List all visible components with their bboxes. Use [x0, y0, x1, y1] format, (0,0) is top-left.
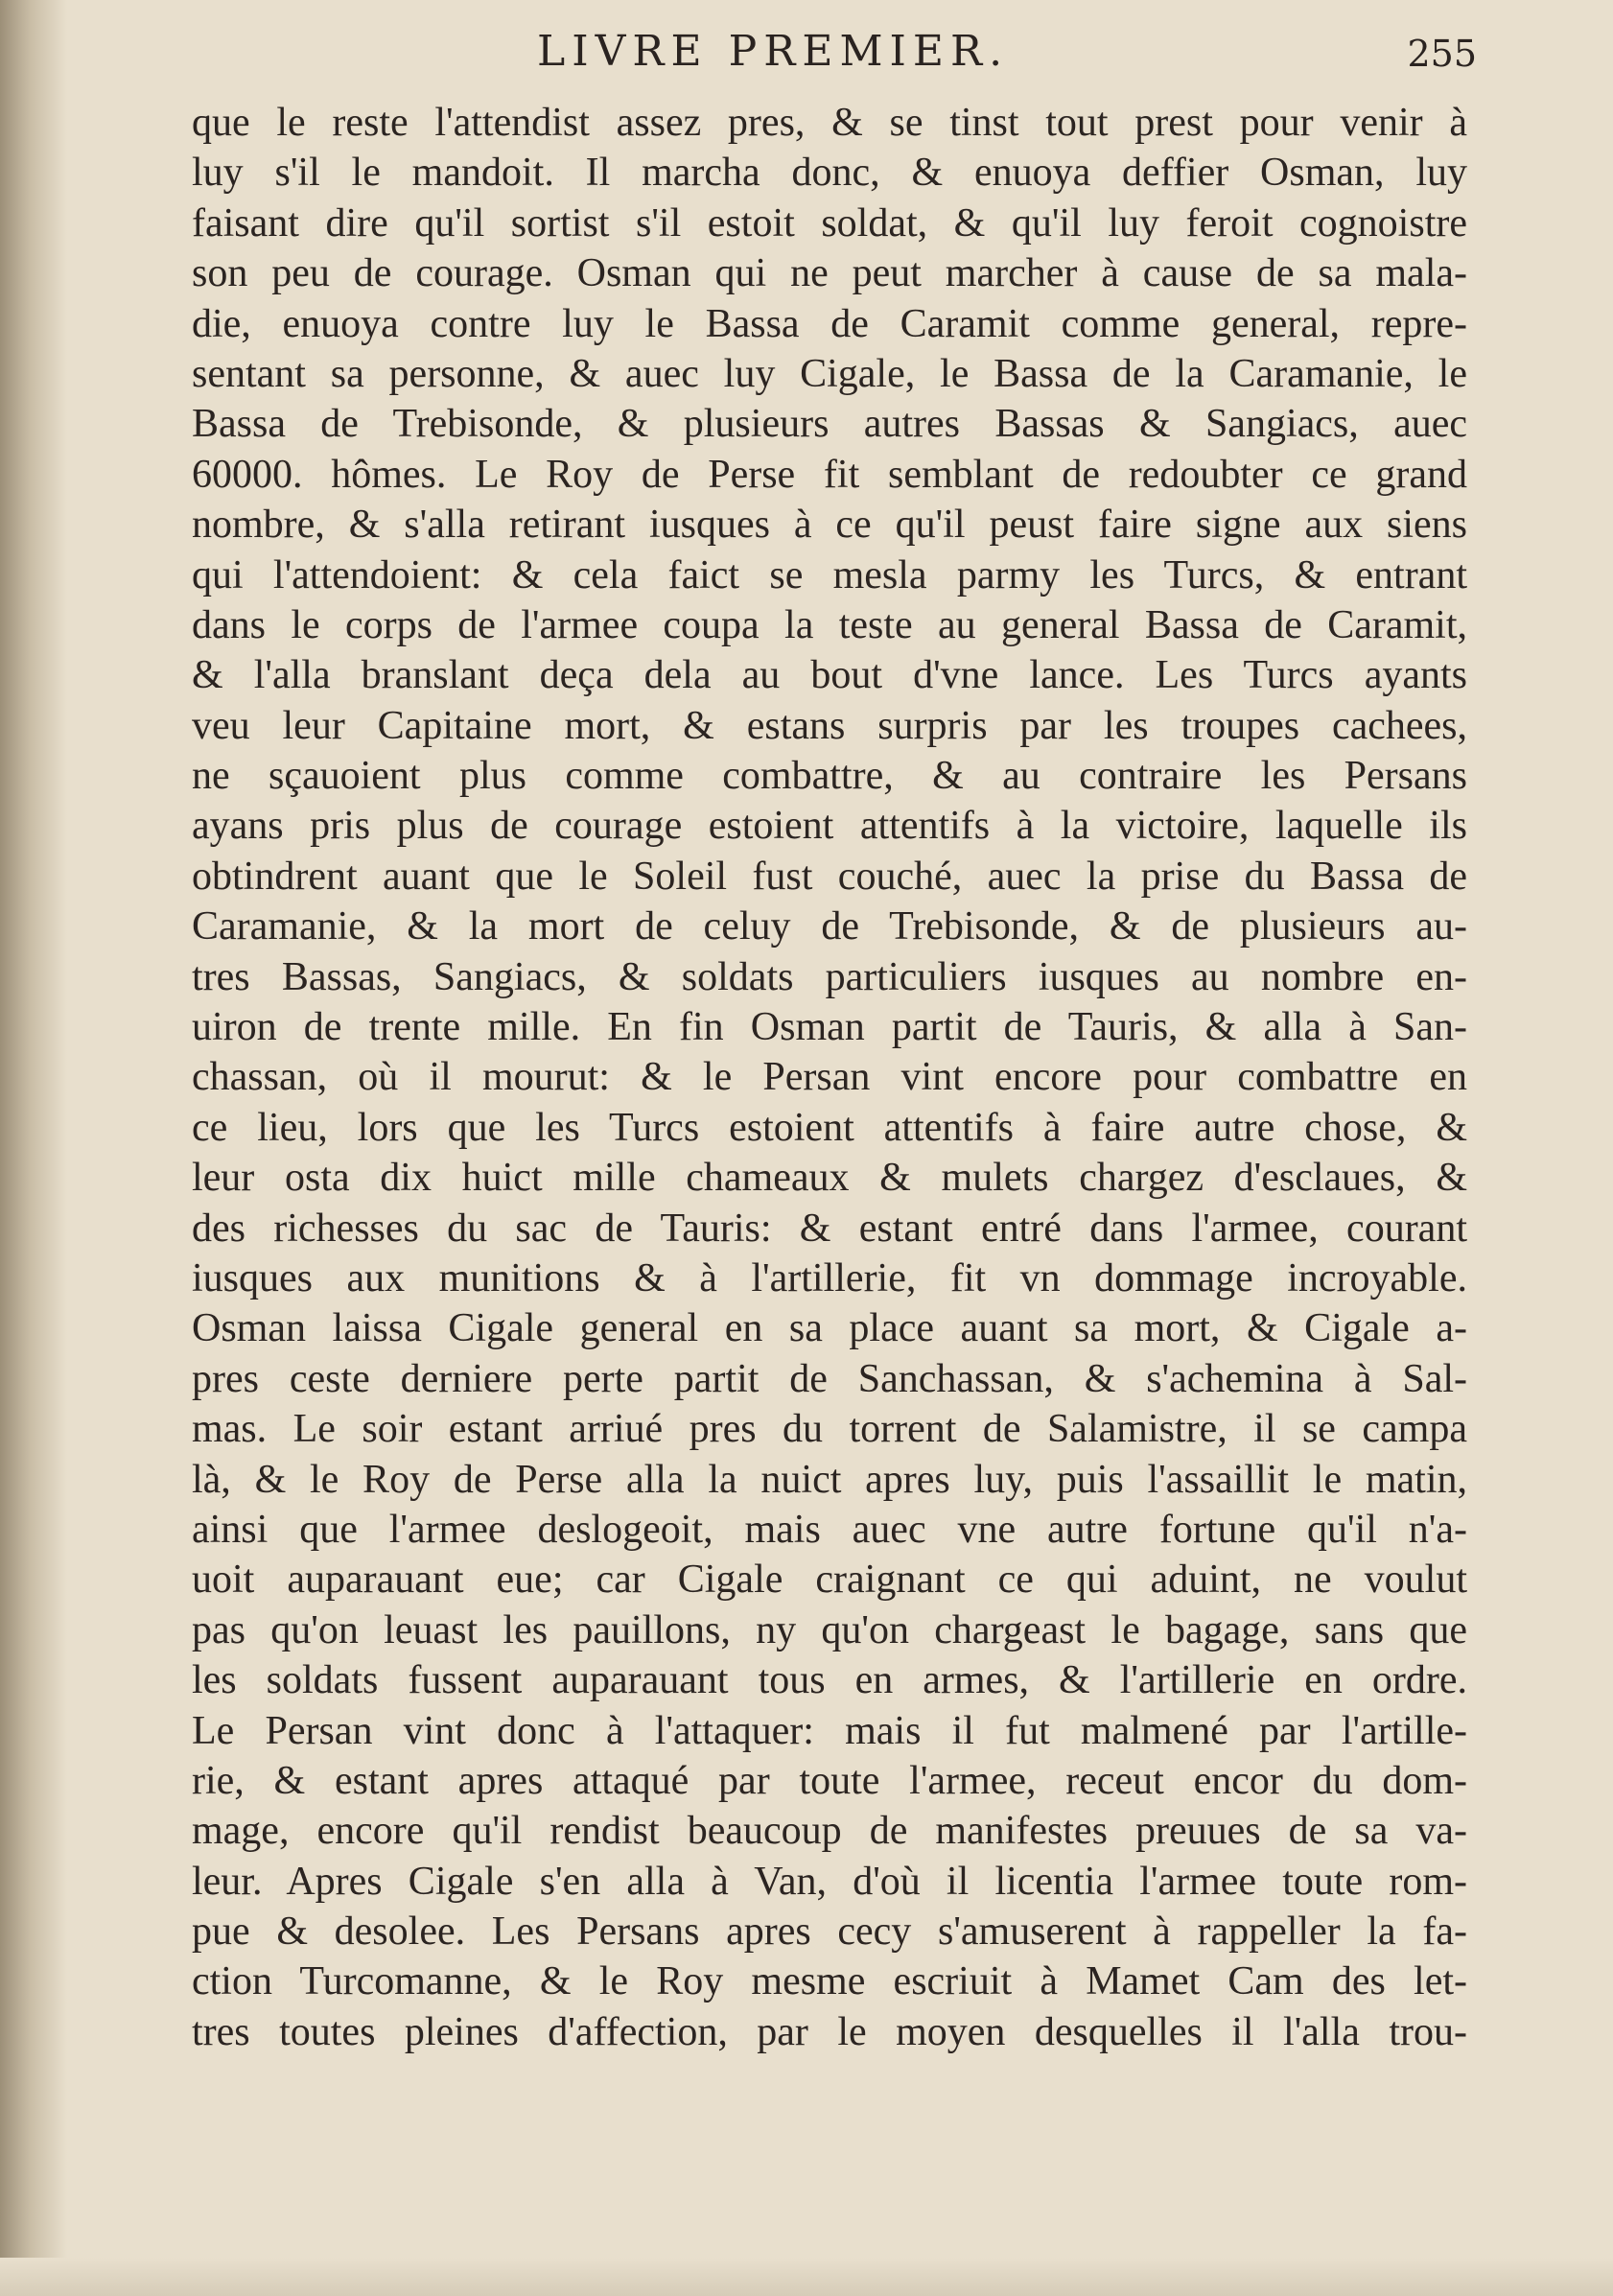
text-line: mas. Le soir estant arriué pres du torrent de Salamistre, il se campa [192, 1407, 1467, 1452]
text-line: que le reste l'attendist assez pres, & se tinst tout prest pour venir à [192, 101, 1467, 145]
page-bottom-edge [0, 2258, 1613, 2296]
text-line: Le Persan vint donc à l'attaquer: mais il fut malmené par l'artille- [192, 1708, 1467, 1753]
text-line: son peu de courage. Osman qui ne peut marcher à cause de sa mala- [192, 251, 1467, 296]
text-line: chassan, où il mourut: & le Persan vint encore pour combattre en [192, 1055, 1467, 1100]
text-line: là, & le Roy de Perse alla la nuict apres luy, puis l'assaillit le matin, [192, 1457, 1467, 1502]
text-line: ction Turcomanne, & le Roy mesme escriuit à Mamet Cam des let- [192, 1959, 1467, 2004]
body-text [192, 98, 1467, 2057]
text-line: les soldats fussent auparauant tous en armes, & l'artillerie en ordre. [192, 1658, 1467, 1703]
binding-shadow [0, 0, 67, 2296]
text-line: 60000. hômes. Le Roy de Perse fit semblant de redoubter ce grand [192, 452, 1467, 497]
text-line: Caramanie, & la mort de celuy de Trebisonde, & de plusieurs au- [192, 904, 1467, 949]
text-line: rie, & estant apres attaqué par toute l'armee, receut encor du dom- [192, 1758, 1467, 1803]
text-line: obtindrent auant que le Soleil fust couché, auec la prise du Bassa de [192, 854, 1467, 899]
text-line: pue & desolee. Les Persans apres cecy s'amuserent à rappeller la fa- [192, 1909, 1467, 1955]
text-line: Bassa de Trebisonde, & plusieurs autres Bassas & Sangiacs, auec [192, 402, 1467, 447]
text-line: pres ceste derniere perte partit de Sanchassan, & s'achemina à Sal- [192, 1356, 1467, 1401]
text-line: tres toutes pleines d'affection, par le moyen desquelles il l'alla trou- [192, 2009, 1467, 2054]
text-line: tres Bassas, Sangiacs, & soldats particuliers iusques au nombre en- [192, 954, 1467, 999]
text-line: faisant dire qu'il sortist s'il estoit soldat, & qu'il luy feroit cognoistre [192, 200, 1467, 246]
text-line: ayans pris plus de courage estoient attentifs à la victoire, laquelle ils [192, 804, 1467, 849]
text-line: ainsi que l'armee deslogeoit, mais auec vne autre fortune qu'il n'a- [192, 1507, 1467, 1552]
text-line: die, enuoya contre luy le Bassa de Caramit comme general, repre- [192, 301, 1467, 346]
text-line: ce lieu, lors que les Turcs estoient attentifs à faire autre chose, & [192, 1105, 1467, 1150]
text-line: mage, encore qu'il rendist beaucoup de manifestes preuues de sa va- [192, 1809, 1467, 1854]
text-line: des richesses du sac de Tauris: & estant entré dans l'armee, courant [192, 1206, 1467, 1251]
text-line: veu leur Capitaine mort, & estans surpris par les troupes cachees, [192, 703, 1467, 748]
text-line: dans le corps de l'armee coupa la teste au general Bassa de Caramit, [192, 602, 1467, 647]
text-line: luy s'il le mandoit. Il marcha donc, & enuoya deffier Osman, luy [192, 151, 1467, 196]
text-line: & l'alla branslant deça dela au bout d'vne lance. Les Turcs ayants [192, 653, 1467, 698]
text-line: sentant sa personne, & auec luy Cigale, le Bassa de la Caramanie, le [192, 351, 1467, 396]
text-line: pas qu'on leuast les pauillons, ny qu'on chargeast le bagage, sans que [192, 1607, 1467, 1652]
running-title: LIVRE PREMIER. [537, 27, 1010, 76]
text-line: uiron de trente mille. En fin Osman partit de Tauris, & alla à San- [192, 1005, 1467, 1050]
text-line: qui l'attendoient: & cela faict se mesla parmy les Turcs, & entrant [192, 552, 1467, 597]
text-line: leur osta dix huict mille chameaux & mulets chargez d'esclaues, & [192, 1156, 1467, 1201]
text-line: leur. Apres Cigale s'en alla à Van, d'où il licentia l'armee toute rom- [192, 1859, 1467, 1904]
text-line: nombre, & s'alla retirant iusques à ce qu'il peust faire signe aux siens [192, 503, 1467, 548]
page-number: 255 [1407, 33, 1477, 75]
text-line: iusques aux munitions & à l'artillerie, fit vn dommage incroyable. [192, 1255, 1467, 1300]
text-line: ne sçauoient plus comme combattre, & au contraire les Persans [192, 754, 1467, 799]
text-line: uoit auparauant eue; car Cigale craignant ce qui aduint, ne voulut [192, 1558, 1467, 1603]
page-header [192, 27, 1477, 94]
text-line: Osman laissa Cigale general en sa place auant sa mort, & Cigale a- [192, 1306, 1467, 1351]
